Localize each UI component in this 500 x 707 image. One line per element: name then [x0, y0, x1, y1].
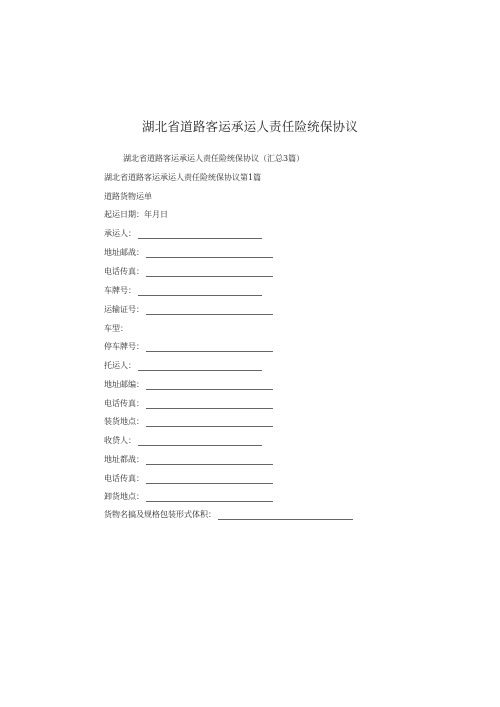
form-field [104, 380, 273, 390]
form-field [104, 267, 273, 277]
field-label: 装货地点： [104, 417, 144, 426]
field-label: 收贷人： [104, 436, 136, 445]
form-field [104, 342, 273, 352]
blank-line [146, 381, 273, 390]
section-title: 湖北省道路客运承运人责任险统保协议第1篇 [104, 173, 262, 182]
field-label: 地址邮战： [104, 248, 144, 257]
field-label: 停车牌号： [104, 342, 144, 351]
blank-line [138, 437, 262, 446]
field-label: 卸货地点： [104, 492, 144, 501]
form-heading: 道路货物运单 [104, 192, 152, 201]
blank-line [146, 268, 273, 277]
blank-line [146, 456, 273, 465]
form-field [104, 492, 273, 502]
form-field [104, 436, 262, 446]
form-field [104, 248, 273, 258]
field-label: 地址邮编： [104, 380, 144, 389]
blank-line [146, 418, 273, 427]
blank-line [146, 343, 273, 352]
field-label: 地址都战： [104, 455, 144, 464]
form-field [104, 474, 273, 484]
field-label: 车型： [104, 324, 128, 333]
field-label: 电话传真： [104, 399, 144, 408]
form-field [104, 510, 353, 520]
blank-line [138, 230, 262, 239]
blank-line [138, 362, 262, 371]
intro-line: 湖北省道路客运承运人责任险统保协议（汇总3篇） [123, 154, 305, 163]
field-label: 运输证号： [104, 305, 144, 314]
form-field [104, 286, 262, 296]
start-date-line: 起运日期：年月日 [104, 210, 168, 219]
blank-line [146, 249, 273, 258]
form-field [104, 361, 262, 371]
blank-line [218, 511, 353, 520]
blank-line [146, 400, 273, 409]
field-label: 车牌号： [104, 286, 136, 295]
blank-line [138, 287, 262, 296]
form-field [104, 229, 262, 239]
form-field [104, 417, 273, 427]
form-field [104, 305, 273, 315]
blank-line [146, 493, 273, 502]
field-label: 承运人： [104, 229, 136, 238]
blank-line [146, 306, 273, 315]
blank-line [146, 475, 273, 484]
field-label: 电话传真： [104, 474, 144, 483]
document-title: 湖北省道路客运承运人责任险统保协议 [142, 119, 358, 134]
field-label: 电话传真： [104, 267, 144, 276]
form-field [104, 399, 273, 409]
form-field [104, 324, 128, 334]
field-label: 货物名搞及规格包装形式体积： [104, 510, 216, 519]
field-label: 托运人： [104, 361, 136, 370]
form-field [104, 455, 273, 465]
